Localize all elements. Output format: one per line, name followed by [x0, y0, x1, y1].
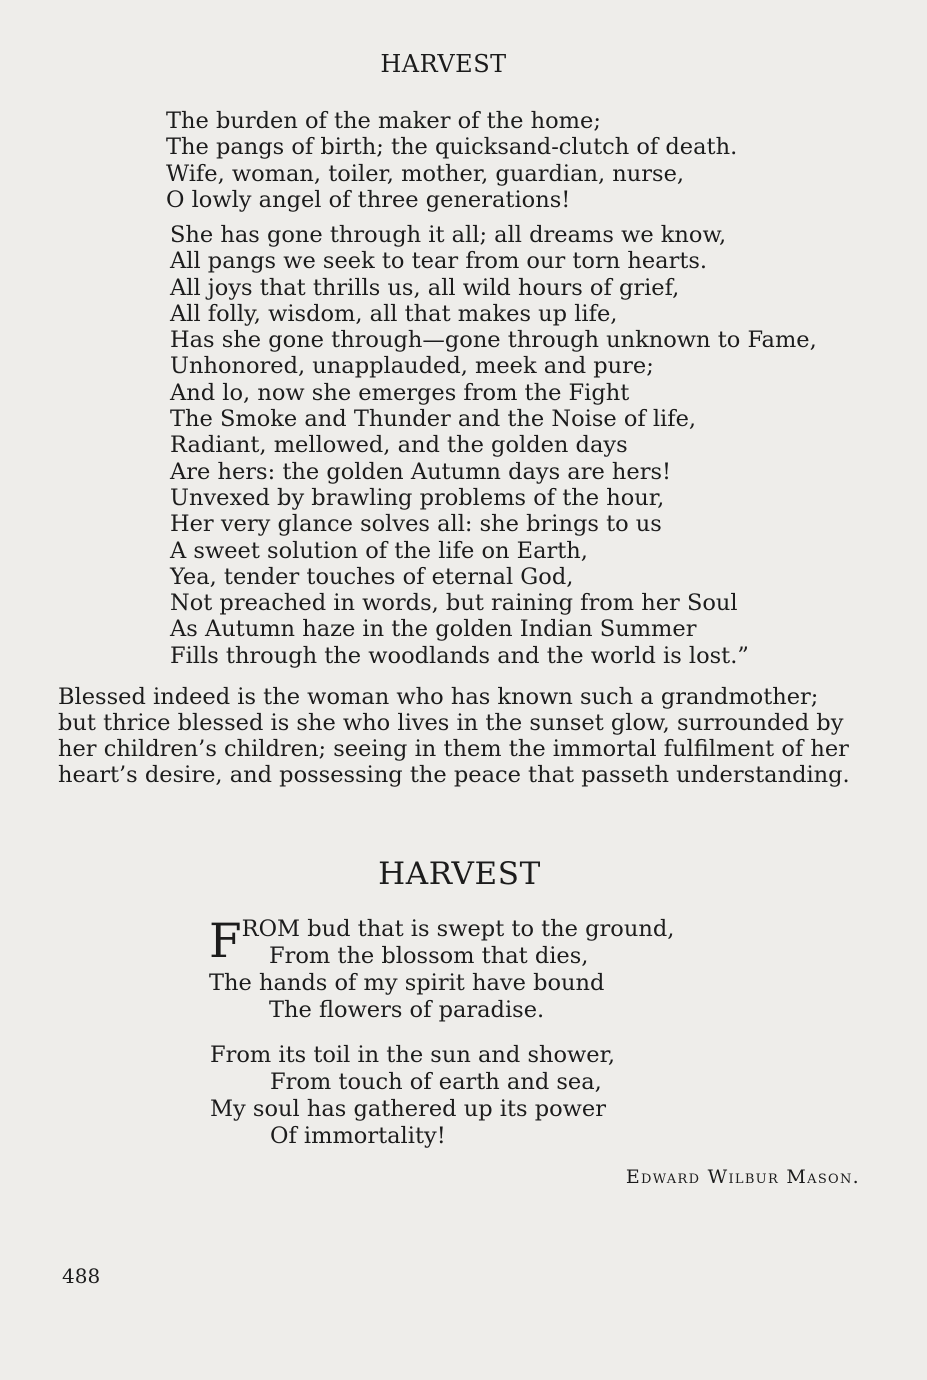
page-number: 488 — [62, 1264, 101, 1288]
prose-line: but thrice blessed is she who lives in the sunset glow, surrounded by — [58, 710, 844, 736]
poem-line: Radiant, mellowed, and the golden days — [170, 432, 628, 459]
poem-line: From its toil in the sun and shower, — [210, 1042, 616, 1068]
poem-line: The Smoke and Thunder and the Noise of life, — [170, 406, 697, 433]
poem-stanza-2 — [210, 1042, 615, 1150]
poem-line: All joys that thrills us, all wild hours of grief, — [170, 274, 680, 301]
drop-cap: F — [209, 914, 242, 969]
section-heading-top: HARVEST — [380, 50, 507, 78]
poem-line: All folly, wisdom, all that makes up life, — [170, 300, 618, 327]
poem-line: A sweet solution of the life on Earth, — [170, 537, 588, 564]
poem-line: All pangs we seek to tear from our torn hearts. — [170, 248, 708, 275]
prose-line: Blessed indeed is the woman who has known such a grandmother; — [58, 684, 819, 710]
poem-line: Yea, tender touches of eternal God, — [170, 563, 574, 590]
poem-line: O lowly angel of three generations! — [166, 186, 571, 213]
poem-line: Has she gone through—gone through unknown to Fame, — [170, 327, 817, 354]
poem-line: Unhonored, unapplauded, meek and pure; — [170, 353, 654, 380]
poem-line: And lo, now she emerges from the Fight — [170, 379, 630, 406]
poem-line: From the blossom that dies, — [269, 943, 589, 969]
prose-line: her children’s children; seeing in them the immortal fulfilment of her — [58, 736, 849, 762]
poem-title: HARVEST — [378, 856, 541, 892]
poem-line: Her very glance solves all: she brings to us — [170, 511, 662, 538]
poem-line: ROM bud that is swept to the ground, — [241, 916, 675, 942]
poem-line: She has gone through it all; all dreams we know, — [170, 222, 727, 248]
poem-line: Fills through the woodlands and the world is lost.” — [170, 642, 749, 669]
poem-line: From touch of earth and sea, — [270, 1069, 602, 1095]
poem-line: Are hers: the golden Autumn days are hers! — [170, 458, 672, 485]
poem-line: My soul has gathered up its power — [210, 1096, 606, 1122]
poem-line: The pangs of birth; the quicksand-clutch of death. — [166, 134, 738, 161]
poem-line: The flowers of paradise. — [269, 997, 545, 1023]
poem-line: The burden of the maker of the home; — [166, 108, 601, 134]
poem-line: Unvexed by brawling problems of the hour, — [170, 484, 665, 511]
poem-line: Of immortality! — [270, 1123, 446, 1149]
poem-line: As Autumn haze in the golden Indian Summer — [170, 616, 697, 643]
prose-paragraph — [58, 684, 868, 788]
author-attribution: Edward Wilbur Mason. — [625, 1166, 860, 1188]
prose-line: heart’s desire, and possessing the peace that passeth understanding. — [58, 762, 850, 788]
poem-stanza-1 — [209, 914, 675, 1024]
poem-line: Wife, woman, toiler, mother, guardian, nurse, — [166, 160, 685, 187]
poem-line: Not preached in words, but raining from her Soul — [170, 590, 738, 617]
poem-excerpt-stanza-2 — [170, 222, 817, 669]
poem-line: The hands of my spirit have bound — [209, 970, 605, 996]
poem-excerpt-stanza-1 — [166, 108, 737, 213]
